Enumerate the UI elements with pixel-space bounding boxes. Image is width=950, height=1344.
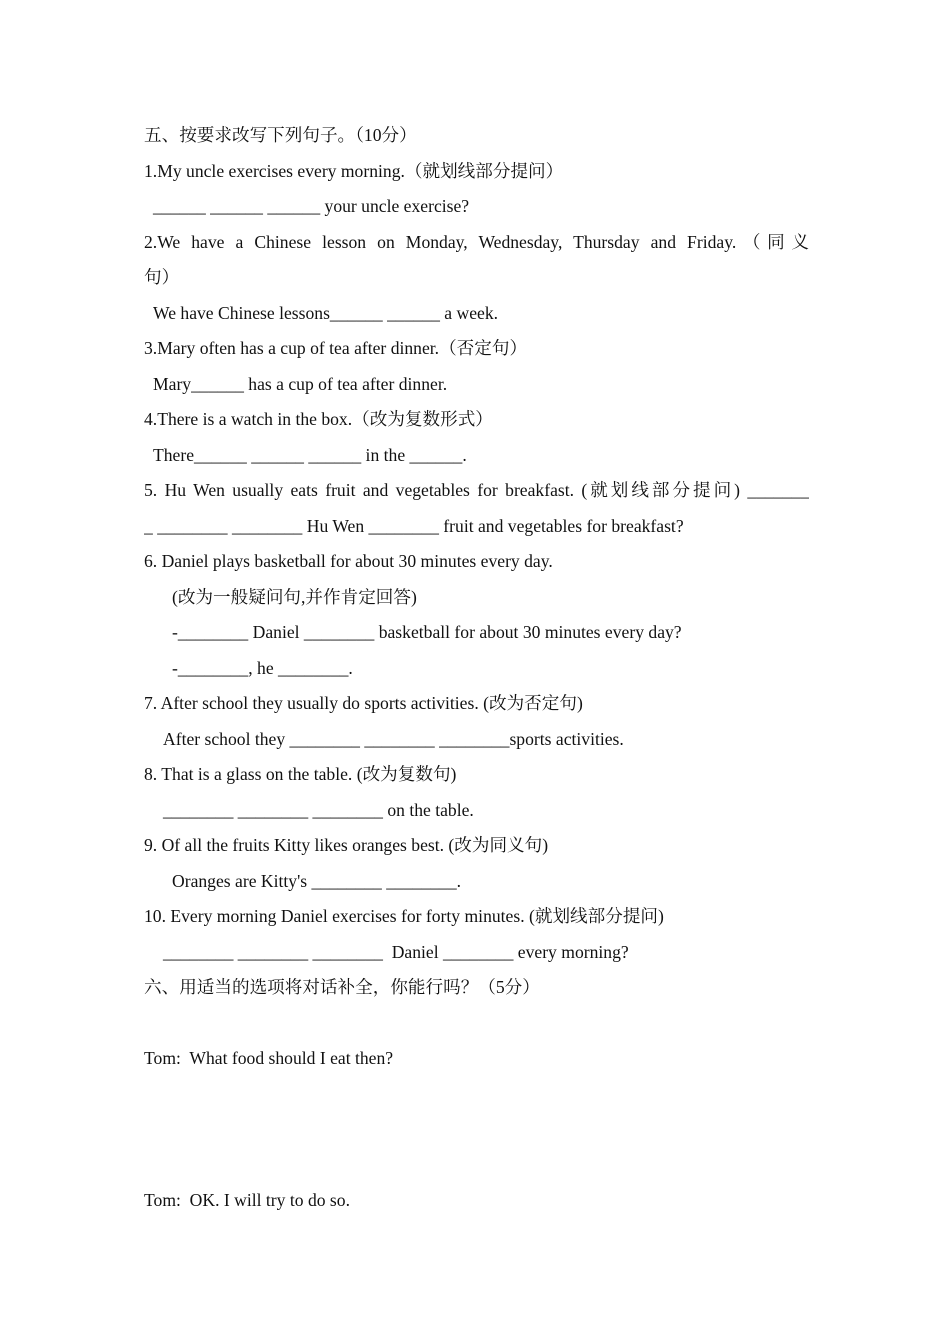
q1-answer: ______ ______ ______ your uncle exercise? (153, 196, 470, 216)
q4-prompt: 4.There is a watch in the box.（改为复数形式） (144, 409, 493, 429)
q8-prompt: 8. That is a glass on the table. (改为复数句) (144, 764, 457, 784)
dialogue-line-2: Tom: What food should I eat then? (144, 1048, 394, 1068)
dialogue-line-5 (144, 1148, 809, 1184)
q10-prompt: 10. Every morning Daniel exercises for forty minutes. (就划线部分提问) (144, 906, 664, 926)
q9-answer: Oranges are Kitty's ________ ________. (172, 870, 462, 891)
q8-answer: ________ ________ ________ on the table. (163, 799, 474, 820)
q5-prompt: 5. Hu Wen usually eats fruit and vegetables for breakfast. (就划线部分提问) _______ (144, 480, 809, 500)
dialogue-line-6: Tom: OK. I will try to do so. (144, 1190, 350, 1210)
q7-answer: After school they ________ ________ ________sports activities. (163, 728, 624, 749)
q1-prompt: 1.My uncle exercises every morning.（就划线部分提问） (144, 160, 564, 181)
q6-answer-question: -________ Daniel ________ basketball for about 30 minutes every day? (172, 622, 682, 642)
dialogue-line-1 (144, 1006, 809, 1042)
q6-answer-reply: -________, he ________. (172, 657, 353, 678)
section-5-heading: 五、按要求改写下列句子。（10分） (144, 125, 417, 145)
q10-answer: ________ ________ ________ Daniel ________ every morning? (163, 941, 629, 962)
q7-prompt: 7. After school they usually do sports activities. (改为否定句) (144, 693, 583, 713)
q2-answer: We have Chinese lessons______ ______ a week. (153, 302, 499, 323)
q4-answer: There______ ______ ______ in the ______. (153, 444, 467, 465)
q3-prompt: 3.Mary often has a cup of tea after dinner.（否定句） (144, 338, 528, 358)
q5-answer: _ ________ ________ Hu Wen ________ fruit and vegetables for breakfast? (144, 515, 684, 536)
dialogue-line-4 (144, 1112, 809, 1148)
section-6-heading: 六、用适当的选项将对话补全，你能行吗？（5分） (144, 977, 540, 997)
worksheet-page (144, 118, 809, 1219)
q6-prompt: 6. Daniel plays basketball for about 30 minutes every day. (144, 551, 553, 571)
q3-answer: Mary______ has a cup of tea after dinner. (153, 373, 448, 394)
q9-prompt: 9. Of all the fruits Kitty likes oranges best. (改为同义句) (144, 835, 549, 855)
dialogue-line-3 (144, 1077, 809, 1113)
q2-prompt-cont: 句） (144, 267, 180, 287)
q2-prompt: 2.We have a Chinese lesson on Monday, Wednesday, Thursday and Friday.（同义 (144, 231, 809, 252)
q6-instruction: (改为一般疑问句,并作肯定回答) (172, 586, 417, 607)
